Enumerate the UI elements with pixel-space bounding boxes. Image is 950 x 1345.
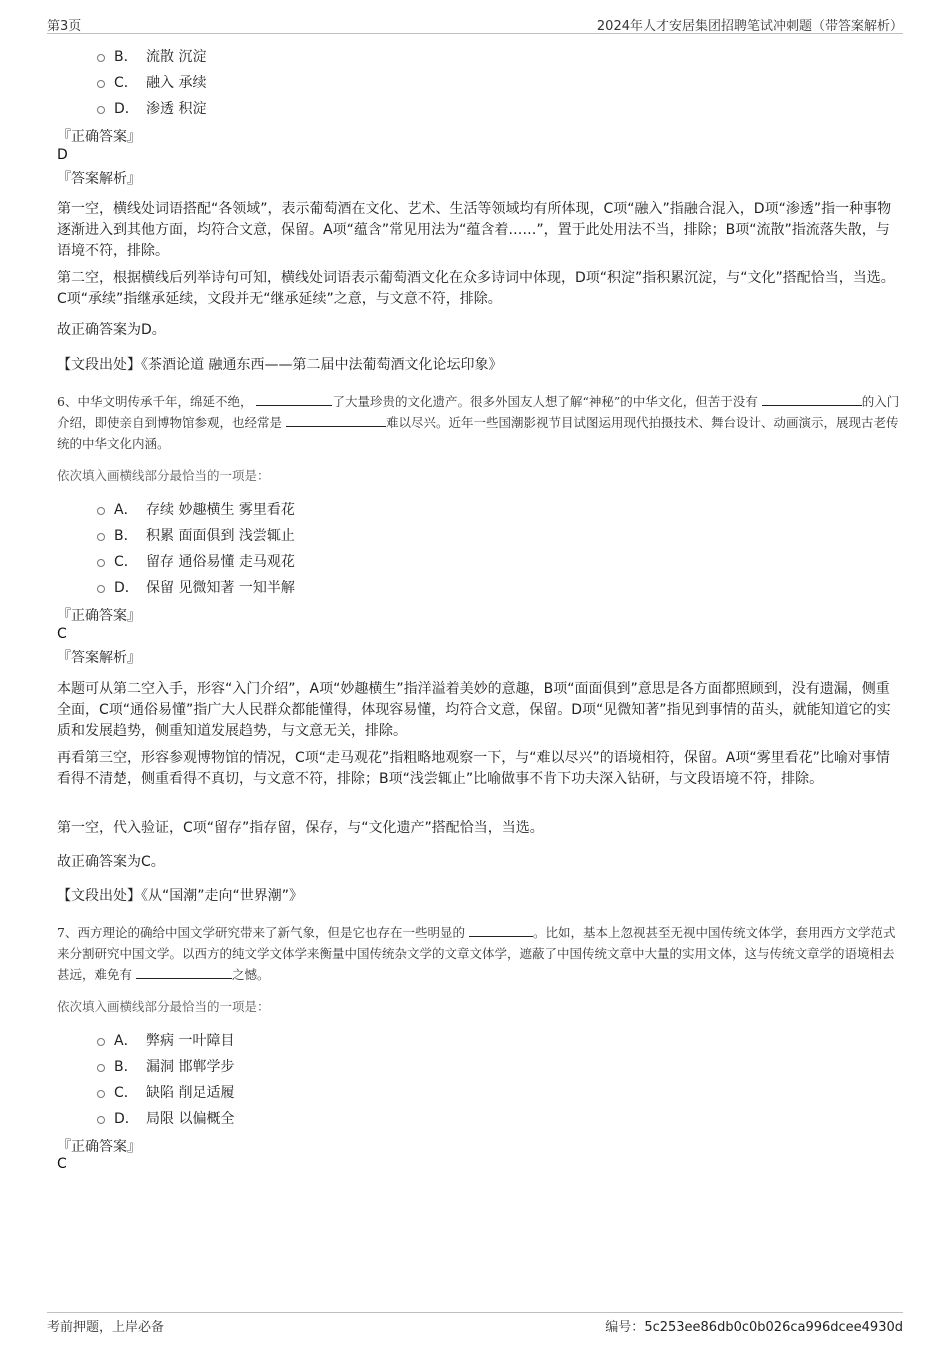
blank-line (256, 393, 332, 406)
radio-icon[interactable] (97, 1064, 105, 1072)
radio-icon[interactable] (97, 1090, 105, 1098)
page-number: 第3页 (47, 19, 82, 34)
radio-icon[interactable] (97, 106, 105, 114)
page-header (47, 13, 903, 34)
radio-icon[interactable] (97, 585, 105, 593)
q6-option-a[interactable]: A． 存续 妙趣横生 雾里看花 (97, 499, 295, 519)
q6-source: 【文段出处】《从“国潮”走向“世界潮”》 (57, 888, 304, 904)
q5-analysis-label: 『答案解析』 (57, 171, 141, 187)
radio-icon[interactable] (97, 1038, 105, 1046)
document-title: 2024年人才安居集团招聘笔试冲刺题（带答案解析） (596, 19, 903, 34)
blank-line (469, 924, 533, 937)
q7-prompt: 依次填入画横线部分最恰当的一项是： (57, 999, 270, 1014)
q7-answer: C (57, 1156, 67, 1172)
radio-icon[interactable] (97, 559, 105, 567)
radio-icon[interactable] (97, 533, 105, 541)
radio-icon[interactable] (97, 507, 105, 515)
q6-analysis-paragraph: 本题可从第二空入手，形容“入门介绍”，A项“妙趣横生”指洋溢着美妙的意趣，B项“面面俱到”意思是各方面都照顾到，没有遗漏，侧重全面，C项“通俗易懂”指广大人民群众都能懂得，体现容易懂，均符合文意，保留。D项“见微知著”指见到事情的苗头，就能知道它的实质和发展趋势，侧重知道发展趋势，与文意无关，排除。 (57, 681, 891, 739)
q6-prompt: 依次填入画横线部分最恰当的一项是： (57, 468, 270, 483)
document-id-value: 5c253ee86db0c0b026ca996dcee4930d (644, 1320, 903, 1335)
q7-option-c[interactable]: C． 缺陷 削足适履 (97, 1082, 234, 1102)
q6-answer: C (57, 626, 67, 642)
q7-option-d[interactable]: D． 局限 以偏概全 (97, 1108, 234, 1128)
q7-answer-label: 『正确答案』 (57, 1139, 141, 1155)
q5-answer-label: 『正确答案』 (57, 129, 141, 145)
q7-stem: 7、西方理论的确给中国文学研究带来了新气象，但是它也存在一些明显的 。比如，基本上忽视甚至无视中国传统文体学，套用西方文学范式来分割研究中国文学。以西方的纯文学文体学来衡量中国传统杂文学的文章文体学，遮蔽了中国传统文章中大量的实用文体，这与传统文章学的语境相去甚远，难免有 之憾。 (57, 925, 896, 982)
q6-option-d[interactable]: D． 保留 见微知著 一知半解 (97, 577, 295, 597)
q6-stem: 6、中华文明传承千年，绵延不绝， 了大量珍贵的文化遗产。很多外国友人想了解“神秘”的中华文化，但苦于没有 的入门介绍，即使亲自到博物馆参观，也经常是 难以尽兴。近年一些国潮影视节目试图运用现代拍摄技术、舞台设计、动画演示，展现古老传统的中华文化内涵。 (57, 394, 900, 451)
q6-analysis-paragraph: 第一空，代入验证，C项“留存”指存留，保存，与“文化遗产”搭配恰当，当选。 (57, 820, 544, 836)
page-footer (47, 1312, 903, 1335)
q6-analysis-paragraph: 再看第三空，形容参观博物馆的情况，C项“走马观花”指粗略地观察一下，与“难以尽兴”的语境相符，保留。A项“雾里看花”比喻对事情看得不清楚，侧重看得不真切，与文意不符，排除；B项“浅尝辄止”比喻做事不肯下功夫深入钻研，与文段语境不符，排除。 (57, 750, 890, 787)
q6-option-b[interactable]: B． 积累 面面俱到 浅尝辄止 (97, 525, 295, 545)
radio-icon[interactable] (97, 80, 105, 88)
footer-slogan: 考前押题，上岸必备 (47, 1320, 165, 1335)
blank-line (762, 393, 862, 406)
q6-answer-label: 『正确答案』 (57, 608, 141, 624)
q7-option-a[interactable]: A． 弊病 一叶障目 (97, 1030, 234, 1050)
q6-analysis-paragraph: 故正确答案为C。 (57, 854, 165, 870)
document-id-label: 编号： (605, 1320, 645, 1335)
radio-icon[interactable] (97, 1116, 105, 1124)
q5-answer: D (57, 147, 68, 163)
q5-option-d[interactable]: D． 渗透 积淀 (97, 98, 206, 118)
q6-analysis-label: 『答案解析』 (57, 650, 141, 666)
q5-analysis-paragraph: 第一空，横线处词语搭配“各领域”，表示葡萄酒在文化、艺术、生活等领域均有所体现，C项“融入”指融合混入，D项“渗透”指一种事物逐渐进入到其他方面，均符合文意，保留。A项“蕴含”常见用法为“蕴含着……”，置于此处用法不当，排除；B项“流散”指流落失散，与语境不符，排除。 (57, 201, 892, 259)
q5-analysis-paragraph: 故正确答案为D。 (57, 322, 166, 338)
blank-line (286, 414, 386, 427)
radio-icon[interactable] (97, 54, 105, 62)
q5-option-c[interactable]: C． 融入 承续 (97, 72, 206, 92)
document-id (605, 1316, 903, 1335)
q5-source: 【文段出处】《茶酒论道 融通东西——第二届中法葡萄酒文化论坛印象》 (57, 357, 503, 373)
q5-analysis-paragraph: 第二空，根据横线后列举诗句可知，横线处词语表示葡萄酒文化在众多诗词中体现，D项“积淀”指积累沉淀，与“文化”搭配恰当，当选。C项“承续”指继承延续，文段并无“继承延续”之意，与文意不符，排除。 (57, 270, 895, 307)
q5-option-b[interactable]: B． 流散 沉淀 (97, 46, 206, 66)
q6-option-c[interactable]: C． 留存 通俗易懂 走马观花 (97, 551, 295, 571)
q7-option-b[interactable]: B． 漏洞 邯郸学步 (97, 1056, 234, 1076)
blank-line (136, 966, 232, 979)
